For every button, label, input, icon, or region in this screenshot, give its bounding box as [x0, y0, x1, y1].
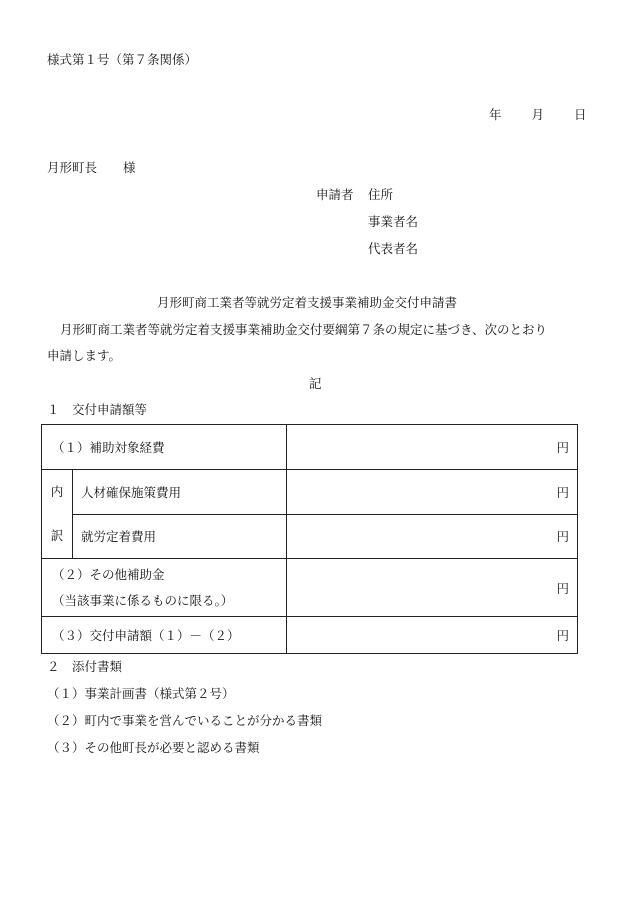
recruitment-cost-amount: 円	[287, 470, 578, 515]
date-day: 日	[574, 107, 587, 122]
other-subsidy-label	[42, 559, 287, 617]
applicant-address-label: 住所	[368, 187, 394, 202]
recruitment-cost-label: 人材確保施策費用	[73, 470, 287, 515]
table-row	[42, 617, 578, 654]
other-subsidy-amount: 円	[287, 559, 578, 617]
table-row	[42, 425, 578, 470]
application-amount-table	[41, 424, 578, 654]
body-text-line2: 申請します。	[47, 348, 122, 363]
addressee	[47, 160, 136, 176]
retention-cost-label: 就労定着費用	[73, 514, 287, 559]
date-month: 月	[531, 107, 545, 122]
requested-amount-amount: 円	[287, 617, 578, 654]
applicant-label: 申請者	[316, 187, 354, 202]
requested-amount-label: （３）交付申請額（１）－（２）	[42, 617, 287, 654]
subsidy-target-cost-label: （１）補助対象経費	[42, 425, 287, 470]
table-row	[42, 514, 578, 559]
section2-heading: ２ 添付書類	[47, 659, 123, 674]
other-subsidy-label-line2: （当該事業に係るものに限る。）	[52, 592, 234, 608]
body-text-line1: 月形町商工業者等就労定着支援事業補助金交付要綱第７条の規定に基づき、次のとおり	[60, 322, 548, 337]
section1-heading: １ 交付申請額等	[47, 402, 148, 417]
date-line	[489, 107, 587, 123]
other-subsidy-label-line1: （２）その他補助金	[52, 566, 165, 582]
addressee-honorific: 様	[123, 160, 136, 175]
attachment-item: （２）町内で事業を営んでいることが分かる書類	[47, 713, 323, 728]
form-number: 様式第１号（第７条関係）	[47, 52, 198, 67]
breakdown-label	[42, 470, 73, 559]
subsidy-target-cost-amount: 円	[287, 425, 578, 470]
applicant-representative-label: 代表者名	[368, 241, 419, 256]
table-row	[42, 559, 578, 617]
addressee-name: 月形町長	[47, 160, 98, 175]
breakdown-char-uchi: 内	[50, 484, 64, 499]
retention-cost-amount: 円	[287, 514, 578, 559]
ki-heading: 記	[309, 376, 322, 391]
attachment-item: （３）その他町長が必要と認める書類	[47, 740, 260, 755]
breakdown-char-wake: 訳	[50, 528, 64, 543]
applicant-business-label: 事業者名	[368, 214, 419, 229]
document-title: 月形町商工業者等就労定着支援事業補助金交付申請書	[157, 295, 458, 310]
date-year: 年	[489, 107, 502, 122]
attachment-item: （１）事業計画書（様式第２号）	[47, 686, 235, 701]
table-row	[42, 470, 578, 515]
